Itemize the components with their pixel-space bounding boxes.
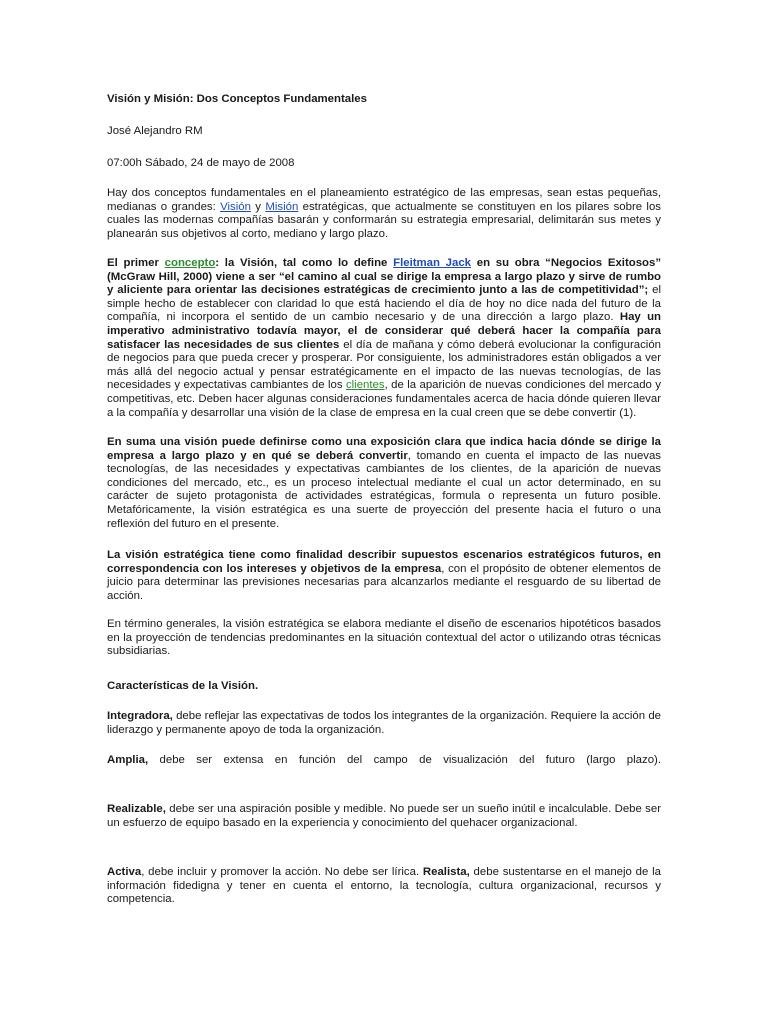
link-concepto[interactable]: concepto (164, 257, 216, 269)
paragraph-terminos: En término generales, la visión estratégica se elabora mediante el diseño de escenarios hipotéticos basados en la proyección de tendencias predominantes en la situación contextual del actor o utilizando otras técnicas subsidiarias. (107, 618, 661, 658)
paragraph-text: el simple hecho de establecer con claridad lo que está haciendo el día de hoy no dice nada del futuro de la compañía, ni incorpora el sentido de un cambio necesario y de una dirección a largo plazo. (107, 284, 662, 324)
characteristic-text: debe reflejar las expectativas de todos los integrantes de la organización. Requiere la acción de liderazgo y permanente apoyo de toda la organización. (107, 710, 661, 736)
characteristic-amplia (107, 754, 661, 768)
document-title: Visión y Misión: Dos Conceptos Fundamentales (107, 93, 367, 105)
paragraph-concepto (107, 257, 661, 420)
link-vision[interactable]: Visión (220, 200, 251, 213)
link-mision[interactable]: Misión (265, 200, 299, 213)
bold-text: : la Visión, tal como lo define (215, 257, 394, 269)
characteristic-term: Activa (107, 866, 142, 878)
paragraph-finalidad (107, 549, 661, 603)
characteristic-term: Integradora, (107, 710, 173, 722)
link-clientes[interactable]: clientes (345, 379, 385, 392)
paragraph-text: y (250, 200, 266, 213)
bold-text: Hay un imperativo administrativo todavía mayor, el de considerar qué deberá hacer la compañía para satisfacer las necesidades de sus clientes (107, 311, 661, 351)
bold-text: en su obra “Negocios Exitosos” (McGraw Hill, 2000) viene a ser “el camino al cual se dirige la empresa a largo plazo y sirve de rumbo y aliciente para orientar las decisiones estratégicas de crecimiento junto a las de competitividad”; (107, 257, 662, 297)
characteristic-term: Amplia, (107, 754, 149, 766)
bold-text: El primer (107, 257, 165, 269)
characteristic-text: debe ser extensa en función del campo de visualización del futuro (largo plazo). (148, 754, 661, 766)
paragraph-text: el día de mañana y cómo deberá evolucionar la configuración de negocios para que pueda crecer y prosperar. Por consiguiente, los administradores están obligados a ver más allá del negocio actual y pensar estratégicamente en el impacto de las nuevas tecnologías, de las necesidades y expectativas cambiantes de los (107, 338, 661, 392)
paragraph-intro (107, 187, 661, 241)
paragraph-text: estratégicas, que actualmente se constituyen en los pilares sobre los cuales las modernas compañías basarán y conformarán su estrategia empresarial, delimitarán sus metes y planearán sus objetivos al corto, mediano y largo plazo. (107, 200, 661, 240)
characteristic-activa-realista (107, 866, 661, 907)
paragraph-text: , tomando en cuenta el impacto de las nuevas tecnologías, de las necesidades y expectativas cambiantes de los clientes, de la aparición de nuevas condiciones del mercado, etc., es un proceso intelectual mediante el cual un actor determinado, en su carácter de sujeto protagonista de actividades estratégicas, formula o representa un futuro posible. Metafóricamente, la visión estratégica es una suerte de proyección del presente hacia el futuro o una reflexión del futuro en el presente. (107, 449, 662, 530)
bold-text: En suma una visión puede definirse como una exposición clara que indica hacia dónde se dirige la empresa a largo plazo y en qué se deberá convertir (107, 436, 661, 462)
paragraph-text: Hay dos conceptos fundamentales en el planeamiento estratégico de las empresas, sean estas pequeñas, medianas o grandes: (107, 187, 661, 213)
author-line: José Alejandro RM (107, 125, 203, 137)
characteristic-text: debe ser una aspiración posible y medible. No puede ser un sueño inútil e incalculable. Debe ser un esfuerzo de equipo basado en la experiencia y conocimiento del quehacer organizacional. (107, 803, 661, 829)
characteristic-term: Realista, (422, 866, 470, 878)
characteristic-realizable (107, 803, 661, 830)
paragraph-text: , con el propósito de obtener elementos de juicio para determinar las previsiones necesarias para alcanzarlos mediante el resguardo de su libertad de acción. (107, 562, 661, 602)
date-line: 07:00h Sábado, 24 de mayo de 2008 (107, 157, 295, 169)
characteristic-text: , debe incluir y promover la acción. No debe ser lírica. (141, 866, 423, 878)
characteristic-integradora (107, 710, 661, 737)
paragraph-text: , de la aparición de nuevas condiciones del mercado y competitivas, etc. Deben hacer algunas consideraciones fundamentales acerca de hacia dónde quieren llevar a la compañía y desarrollar una visión de la clase de empresa en la cual creen que se debe convertir (1). (107, 379, 661, 419)
section-heading-caracteristicas: Características de la Visión. (107, 680, 259, 692)
link-fleitman-jack[interactable]: Fleitman Jack (393, 257, 472, 269)
paragraph-en-suma (107, 436, 661, 531)
characteristic-text: debe sustentarse en el manejo de la información fidedigna y tener en cuenta el entorno, la tecnología, cultura organizacional, recursos y competencia. (107, 866, 661, 906)
characteristic-term: Realizable, (107, 803, 166, 815)
bold-text: La visión estratégica tiene como finalidad describir supuestos escenarios estratégicos futuros, en correspondencia con los intereses y objetivos de la empresa (107, 549, 661, 575)
